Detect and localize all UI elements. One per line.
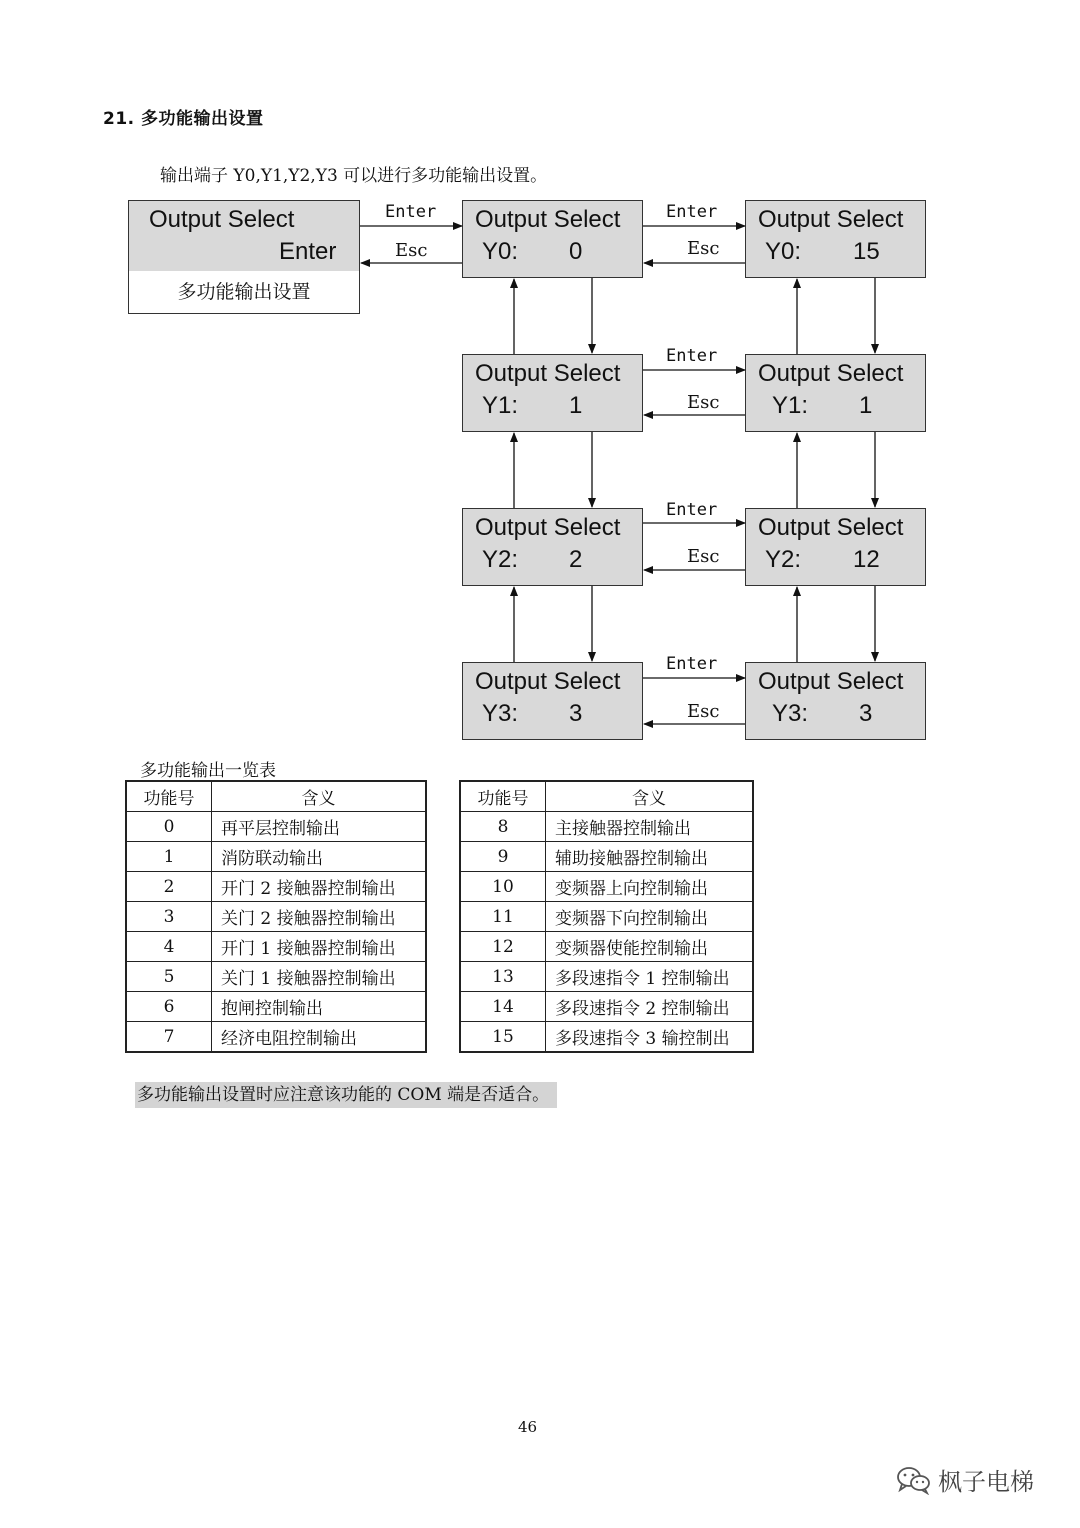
enter-label: Enter <box>385 202 437 222</box>
lcd-value: 15 <box>853 238 880 265</box>
lcd-register: Y2: <box>482 546 519 573</box>
cell-num: 8 <box>460 812 546 842</box>
watermark <box>896 1462 1034 1497</box>
cell-num: 3 <box>126 902 212 932</box>
lcd-register: Y1: <box>482 392 519 419</box>
start-line2: Enter <box>279 238 337 265</box>
lcd-line1: Output Select <box>758 514 904 541</box>
table-row <box>126 992 426 1022</box>
cell-desc: 经济电阻控制输出 <box>212 1022 427 1053</box>
table-row <box>460 962 753 992</box>
header-desc: 含义 <box>546 781 754 812</box>
lcd-line1: Output Select <box>475 360 621 387</box>
esc-label: Esc <box>687 392 720 413</box>
cell-desc: 变频器使能控制输出 <box>546 932 754 962</box>
watermark-text: 枫子电梯 <box>938 1468 1034 1496</box>
enter-label: Enter <box>666 346 718 366</box>
cell-desc: 关门 1 接触器控制输出 <box>212 962 427 992</box>
cell-num: 4 <box>126 932 212 962</box>
cell-num: 1 <box>126 842 212 872</box>
lcd-register: Y3: <box>772 700 809 727</box>
cell-desc: 消防联动输出 <box>212 842 427 872</box>
lcd-line1: Output Select <box>475 514 621 541</box>
table-row <box>126 902 426 932</box>
esc-label: Esc <box>687 701 720 722</box>
table-row <box>460 932 753 962</box>
cell-desc: 多段速指令 3 输控制出 <box>546 1022 754 1053</box>
cell-desc: 开门 1 接触器控制输出 <box>212 932 427 962</box>
table-row <box>460 812 753 842</box>
lcd-value: 1 <box>569 392 583 419</box>
table-row <box>126 1022 426 1053</box>
lcd-line1: Output Select <box>758 360 904 387</box>
start-caption: 多功能输出设置 <box>128 271 360 314</box>
lcd-line1: Output Select <box>758 206 904 233</box>
header-num: 功能号 <box>460 781 546 812</box>
cell-desc: 主接触器控制输出 <box>546 812 754 842</box>
cell-num: 0 <box>126 812 212 842</box>
intro-text: 输出端子 Y0,Y1,Y2,Y3 可以进行多功能输出设置。 <box>160 166 548 186</box>
cell-num: 7 <box>126 1022 212 1053</box>
lcd-line1: Output Select <box>758 668 904 695</box>
lcd-value: 0 <box>569 238 583 265</box>
start-line1: Output Select <box>149 206 295 233</box>
header-desc: 含义 <box>212 781 427 812</box>
cell-desc: 辅助接触器控制输出 <box>546 842 754 872</box>
cell-num: 15 <box>460 1022 546 1053</box>
lcd-value: 1 <box>859 392 873 419</box>
lcd-register: Y2: <box>765 546 802 573</box>
table-row <box>126 842 426 872</box>
cell-desc: 关门 2 接触器控制输出 <box>212 902 427 932</box>
esc-label: Esc <box>395 240 428 261</box>
com-note: 多功能输出设置时应注意该功能的 COM 端是否适合。 <box>135 1082 557 1108</box>
lcd-register: Y3: <box>482 700 519 727</box>
cell-num: 6 <box>126 992 212 1022</box>
cell-desc: 开门 2 接触器控制输出 <box>212 872 427 902</box>
function-table-right <box>459 780 754 1053</box>
lcd-value: 3 <box>569 700 583 727</box>
lcd-value: 3 <box>859 700 873 727</box>
list-title: 多功能输出一览表 <box>140 761 276 781</box>
enter-label: Enter <box>666 202 718 222</box>
lcd-line1: Output Select <box>475 668 621 695</box>
table-row <box>460 992 753 1022</box>
cell-num: 14 <box>460 992 546 1022</box>
enter-label: Enter <box>666 654 718 674</box>
table-row <box>460 902 753 932</box>
table-row <box>460 842 753 872</box>
table-row <box>126 872 426 902</box>
cell-num: 2 <box>126 872 212 902</box>
lcd-value: 2 <box>569 546 583 573</box>
table-row <box>460 872 753 902</box>
lcd-line1: Output Select <box>475 206 621 233</box>
table-row <box>126 962 426 992</box>
function-table-left <box>125 780 427 1053</box>
lcd-register: Y1: <box>772 392 809 419</box>
table-header-row <box>460 781 753 812</box>
esc-label: Esc <box>687 238 720 259</box>
lcd-value: 12 <box>853 546 880 573</box>
enter-label: Enter <box>666 500 718 520</box>
cell-desc: 变频器下向控制输出 <box>546 902 754 932</box>
flow-arrows <box>0 0 1080 760</box>
esc-label: Esc <box>687 546 720 567</box>
section-heading: 21. 多功能输出设置 <box>103 109 264 129</box>
table-header-row <box>126 781 426 812</box>
cell-num: 10 <box>460 872 546 902</box>
table-row <box>126 812 426 842</box>
cell-num: 5 <box>126 962 212 992</box>
page-number: 46 <box>518 1418 538 1436</box>
cell-desc: 多段速指令 2 控制输出 <box>546 992 754 1022</box>
wechat-icon <box>896 1465 932 1495</box>
cell-num: 12 <box>460 932 546 962</box>
table-row <box>126 932 426 962</box>
cell-desc: 再平层控制输出 <box>212 812 427 842</box>
header-num: 功能号 <box>126 781 212 812</box>
cell-desc: 多段速指令 1 控制输出 <box>546 962 754 992</box>
cell-desc: 变频器上向控制输出 <box>546 872 754 902</box>
cell-desc: 抱闸控制输出 <box>212 992 427 1022</box>
cell-num: 13 <box>460 962 546 992</box>
table-row <box>460 1022 753 1053</box>
cell-num: 11 <box>460 902 546 932</box>
cell-num: 9 <box>460 842 546 872</box>
lcd-register: Y0: <box>765 238 802 265</box>
lcd-register: Y0: <box>482 238 519 265</box>
